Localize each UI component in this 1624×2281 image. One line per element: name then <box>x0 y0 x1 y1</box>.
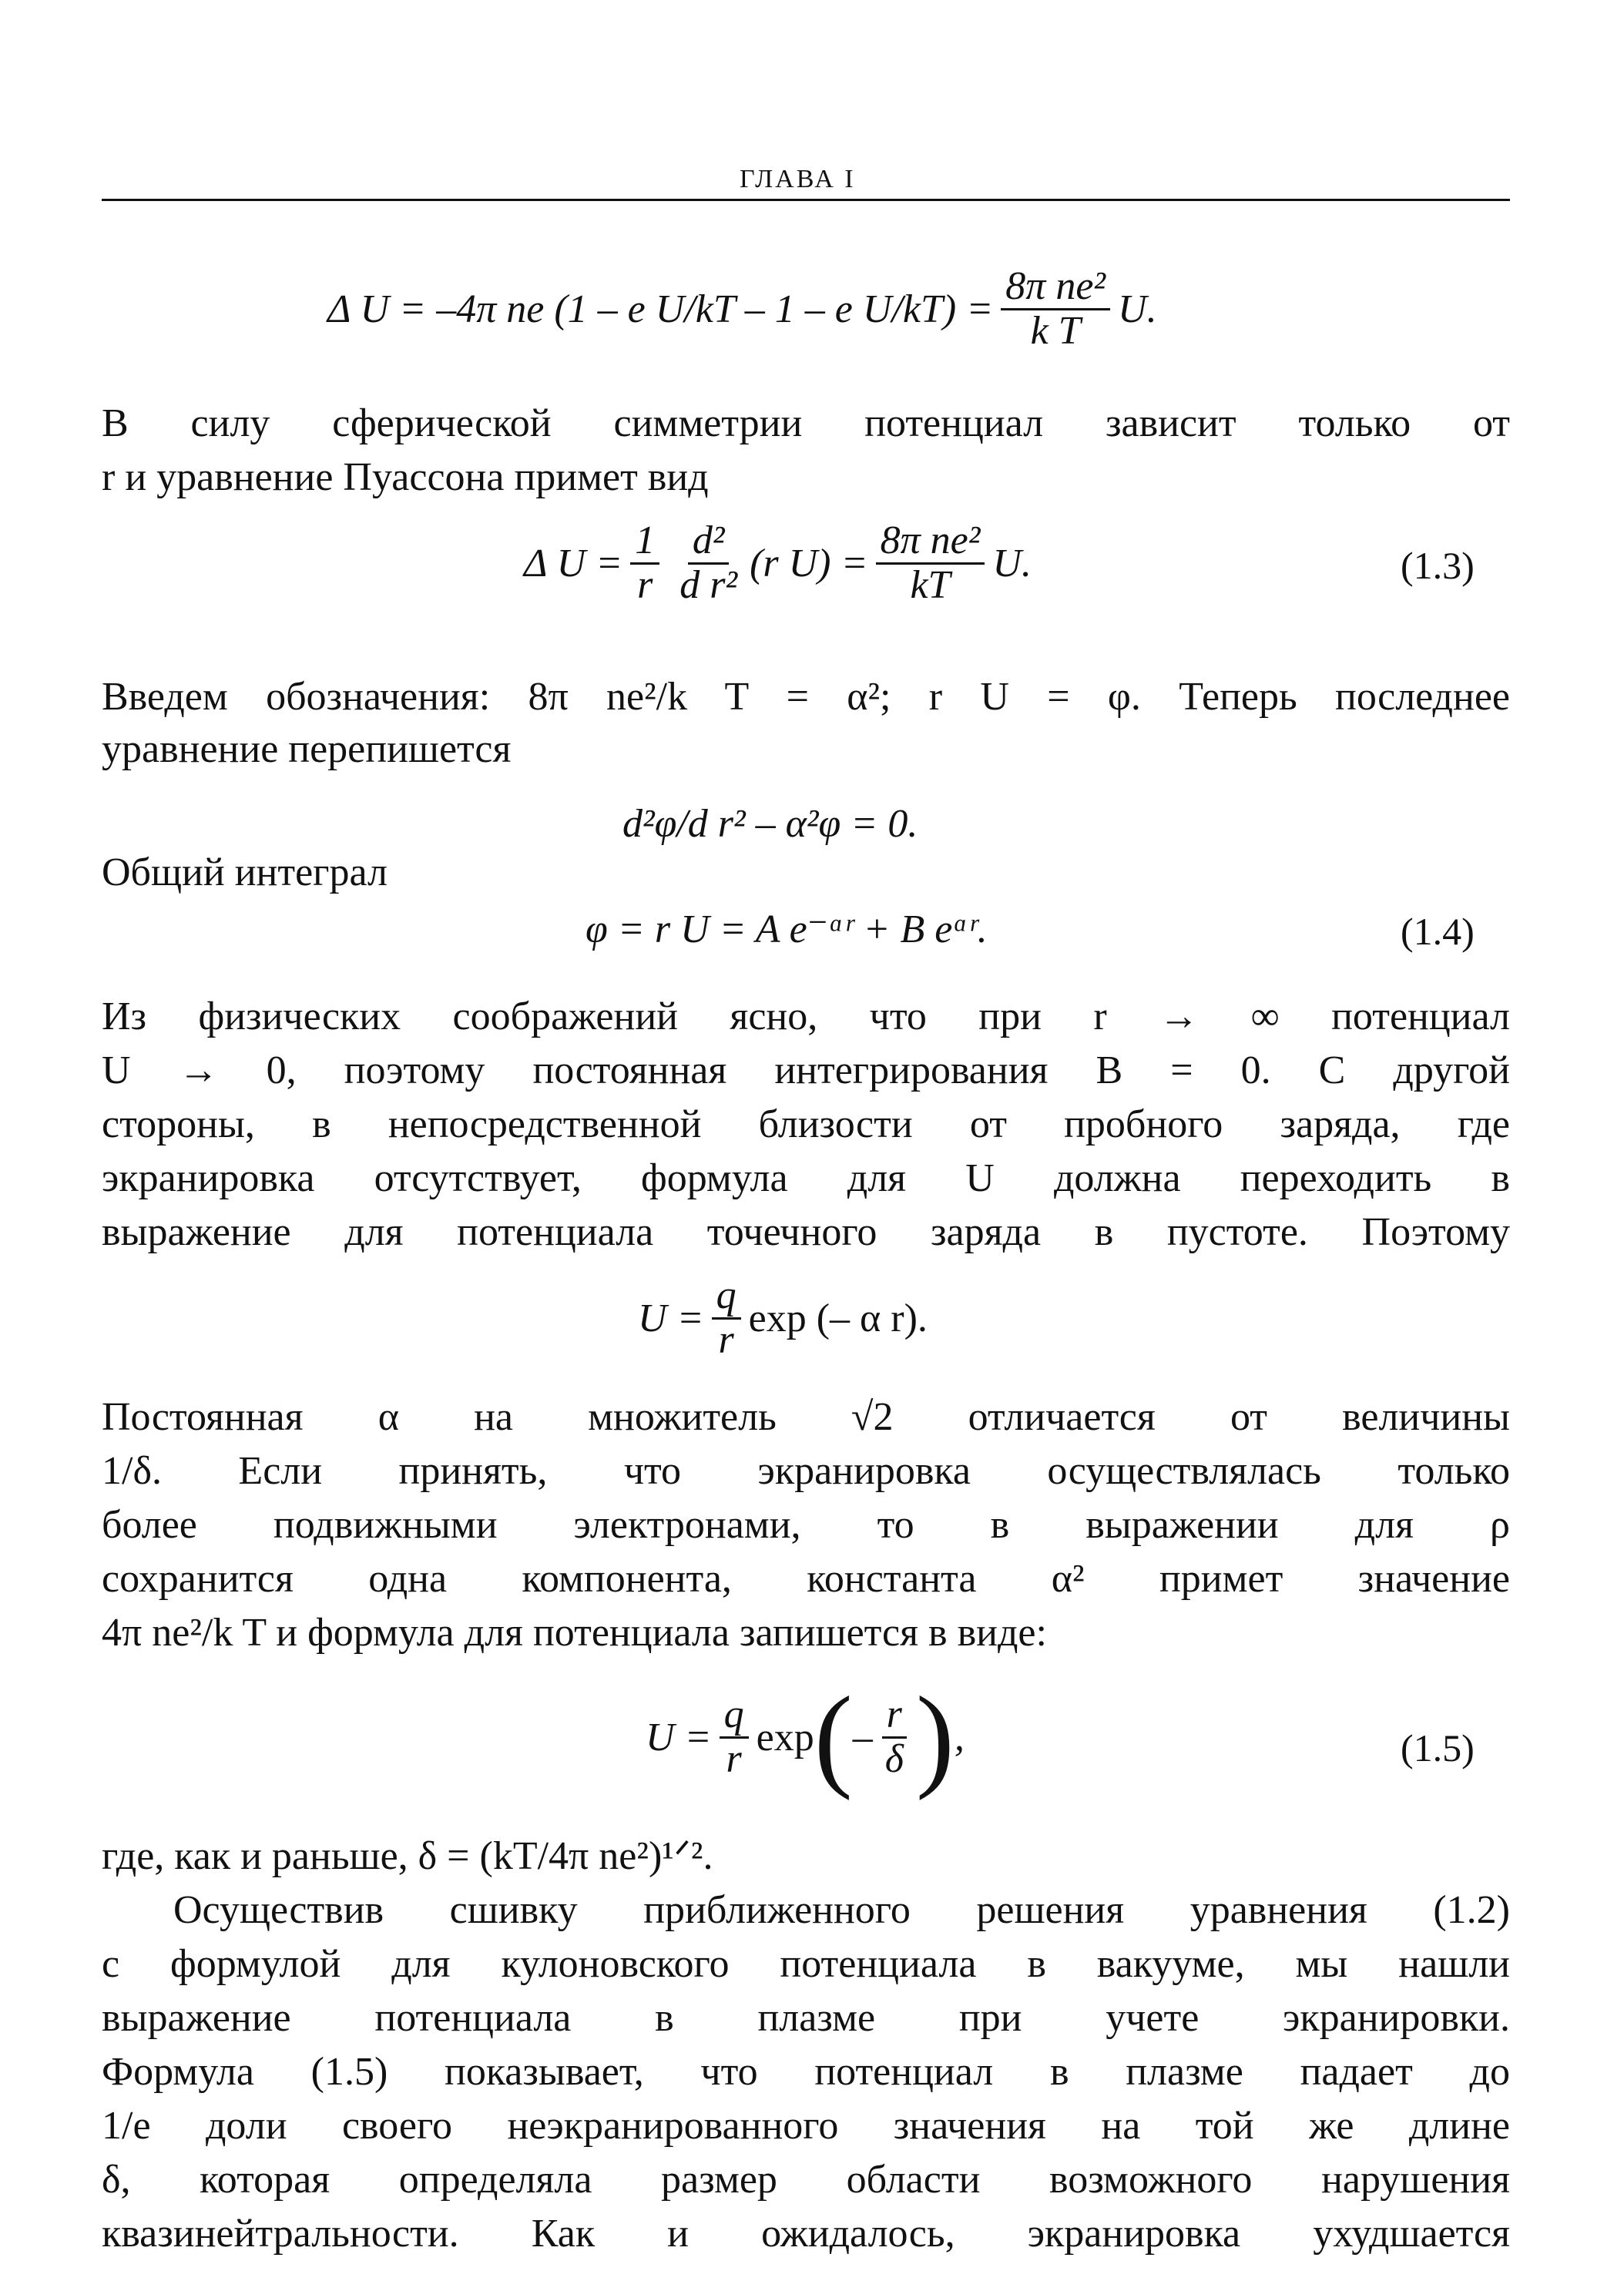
equation-main-lhs: Δ U = –4π ne (1 – e U/kT – 1 – e U/kT) = <box>327 287 994 331</box>
paragraph-line: Постоянная α на множитель √2 отличается от величины <box>102 1395 1510 1439</box>
paragraph-line: Осуществив сшивку приближенного решения уравнения (1.2) <box>173 1888 1510 1932</box>
equation-1-5-left-paren: ( <box>814 1673 853 1801</box>
equation-1-4: φ = r U = A e⁻ᵅʳ + B eᵅʳ. <box>586 907 988 951</box>
equation-1-3-f3-den: kT <box>910 562 951 607</box>
equation-u-fraction <box>712 1275 741 1361</box>
equation-1-3-rhs: U. <box>992 541 1032 585</box>
equation-number: (1.4) <box>1401 910 1475 953</box>
equation-1-5 <box>646 1673 965 1801</box>
equation-1-3-mid: (r U) = <box>750 541 868 585</box>
paragraph-line: 1/e доли своего неэкранированного значения на той же длине <box>102 2104 1510 2148</box>
paragraph-line: Введем обозначения: 8π ne²/k T = α²; r U = φ. Теперь последнее <box>102 675 1510 719</box>
equation-main-fraction <box>1001 266 1110 352</box>
equation-1-3-f1-den: r <box>637 562 653 607</box>
paragraph-line: 1/δ. Если принять, что экранировка осуществлялась только <box>102 1449 1510 1493</box>
paragraph-line: уравнение перепишется <box>102 727 512 771</box>
paragraph-line: δ, которая определяла размер области возможного нарушения <box>102 2158 1510 2202</box>
paragraph-line: Из физических соображений ясно, что при r → ∞ потенциал <box>102 995 1510 1038</box>
paragraph-line: с формулой для кулоновского потенциала в вакууме, мы нашли <box>102 1942 1510 1986</box>
paragraph-line: Общий интеграл <box>102 850 388 894</box>
equation-1-3-f2-den: d r² <box>679 562 738 607</box>
equation-main-numerator: 8π ne² <box>1001 266 1110 310</box>
equation-1-5-r: r <box>726 1736 742 1781</box>
paragraph-line: где, как и раньше, δ = (kT/4π ne²)¹ᐟ². <box>102 1834 713 1878</box>
equation-ode: d²φ/d r² – α²φ = 0. <box>622 802 918 846</box>
equation-main-rhs: U. <box>1118 287 1157 331</box>
equation-u-rhs: exp (– α r). <box>748 1296 928 1340</box>
equation-u-num: q <box>712 1275 741 1320</box>
equation-u-den: r <box>718 1317 734 1362</box>
equation-main-denominator: k T <box>1030 308 1081 353</box>
equation-1-5-fraction-q <box>720 1694 749 1780</box>
equation-u-lhs: U = <box>638 1296 704 1340</box>
equation-1-5-exp: exp <box>756 1715 814 1759</box>
paragraph-line: r и уравнение Пуассона примет вид <box>102 455 709 499</box>
equation-1-3-f3-num: 8π ne² <box>876 520 985 565</box>
paragraph-line: более подвижными электронами, то в выражении для ρ <box>102 1503 1510 1547</box>
equation-1-5-inner-den: δ <box>884 1736 904 1781</box>
equation-1-3-f1-num: 1 <box>630 520 659 565</box>
paragraph-line: сохранится одна компонента, константа α² примет значение <box>102 1557 1510 1601</box>
paragraph-line: 4π ne²/k T и формула для потенциала запишется в виде: <box>102 1611 1047 1655</box>
equation-u <box>638 1275 928 1361</box>
equation-1-5-q: q <box>720 1694 749 1739</box>
paragraph-line: экранировка отсутствует, формула для U должна переходить в <box>102 1156 1510 1200</box>
equation-1-5-tail: , <box>954 1715 965 1759</box>
equation-1-5-lhs: U = <box>646 1715 712 1759</box>
equation-1-5-inner-num: r <box>882 1694 907 1739</box>
equation-1-5-minus: – <box>852 1715 873 1759</box>
equation-1-3-lhs: Δ U = <box>524 541 623 585</box>
equation-number: (1.3) <box>1401 544 1475 587</box>
equation-1-3-f2-num: d² <box>688 520 730 565</box>
paragraph-line: Формула (1.5) показывает, что потенциал в плазме падает до <box>102 2050 1510 2094</box>
equation-1-3 <box>524 520 1032 606</box>
equation-1-3-fraction-1 <box>630 520 659 606</box>
paragraph-line: выражение потенциала в плазме при учете экранировки. <box>102 1996 1510 2040</box>
equation-1-5-right-paren: ) <box>915 1673 955 1801</box>
paragraph-line: U → 0, поэтому постоянная интегрирования B = 0. С другой <box>102 1048 1510 1092</box>
equation-number: (1.5) <box>1401 1726 1475 1769</box>
header-rule <box>102 199 1510 201</box>
equation-1-5-fraction-inner <box>881 1694 908 1780</box>
paragraph-line: В силу сферической симметрии потенциал зависит только от <box>102 401 1510 445</box>
paragraph-line: квазинейтральности. Как и ожидалось, экранировка ухудшается <box>102 2212 1510 2256</box>
equation-1-3-fraction-3 <box>876 520 985 606</box>
chapter-header: ГЛАВА I <box>740 165 856 193</box>
paragraph-line: стороны, в непосредственной близости от пробного заряда, где <box>102 1102 1510 1146</box>
equation-1-3-fraction-2 <box>675 520 742 606</box>
equation-main <box>327 266 1157 352</box>
paragraph-line: выражение для потенциала точечного заряда в пустоте. Поэтому <box>102 1210 1510 1254</box>
